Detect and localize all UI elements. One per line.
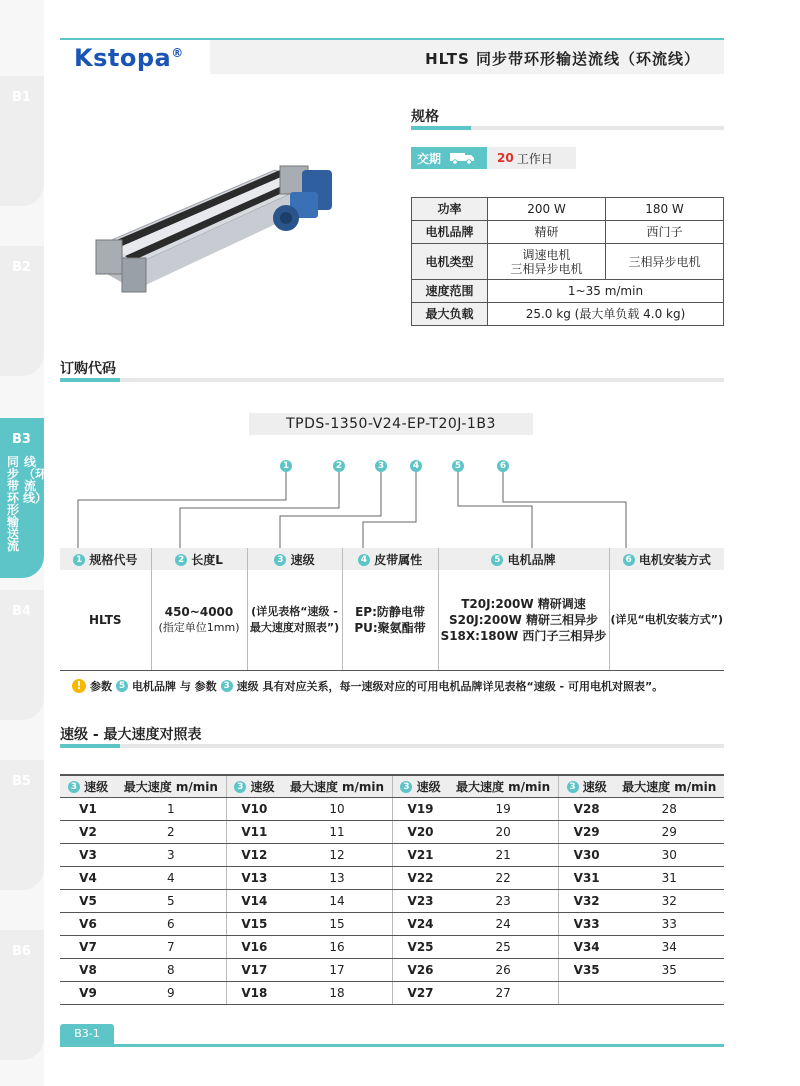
- order-header-label: 速级: [290, 552, 315, 567]
- side-tab-b1[interactable]: [0, 76, 44, 206]
- order-header-label: 规格代号: [89, 552, 138, 567]
- max-speed-header: 最大速度 m/min: [448, 775, 558, 797]
- speed-level-cell: V27: [392, 981, 448, 1004]
- spec-row-motor-brand: [412, 221, 724, 244]
- delivery-unit: 工作日: [516, 151, 553, 166]
- table-row: [60, 820, 724, 843]
- side-tab-label: B6: [12, 944, 31, 959]
- max-speed-cell: 33: [614, 912, 724, 935]
- spec-row-speed-range: [412, 280, 724, 303]
- belt-option: PU:聚氨酯带: [354, 620, 426, 635]
- side-tab-label: B4: [12, 604, 31, 619]
- spec-section-title: 规格: [411, 109, 439, 125]
- spec-value: 1~35 m/min: [488, 280, 724, 303]
- max-speed-cell: 29: [614, 820, 724, 843]
- registered-mark: ®: [171, 46, 184, 60]
- max-speed-cell: 3: [116, 843, 226, 866]
- speed-level-cell: V29: [558, 820, 614, 843]
- order-header-spec-code: [60, 548, 151, 570]
- side-tab-label: B5: [12, 774, 31, 789]
- speed-level-header: [60, 775, 116, 797]
- speed-level-header-label: 速级: [416, 779, 441, 794]
- speed-level-cell: V7: [60, 935, 116, 958]
- belt-option: EP:防静电带: [355, 604, 425, 619]
- side-tab-title: 同步带环形输送流: [6, 455, 19, 553]
- speed-level-cell: V17: [226, 958, 282, 981]
- motor-option: S20J:200W 精研三相异步: [448, 612, 599, 627]
- speed-level-cell: V14: [226, 889, 282, 912]
- speed-level-cell: V1: [60, 797, 116, 820]
- table-row: [60, 958, 724, 981]
- order-cell-spec-code: HLTS: [60, 570, 151, 670]
- speed-level-cell: V20: [392, 820, 448, 843]
- param-number-3: 3: [375, 460, 387, 472]
- side-tab-title-2: 线（环流线）: [23, 455, 48, 505]
- order-code-example: TPDS-1350-V24-EP-T20J-1B3: [249, 413, 533, 435]
- order-section-underline: [60, 378, 724, 382]
- speed-level-header-label: 速级: [250, 779, 275, 794]
- speed-level-cell: V4: [60, 866, 116, 889]
- speed-level-cell: V15: [226, 912, 282, 935]
- speed-level-cell: V10: [226, 797, 282, 820]
- max-speed-header: 最大速度 m/min: [116, 775, 226, 797]
- max-speed-cell: 20: [448, 820, 558, 843]
- speed-level-header: [558, 775, 614, 797]
- param-number-2: 2: [333, 460, 345, 472]
- speed-level-cell: V3: [60, 843, 116, 866]
- speed-level-cell: V35: [558, 958, 614, 981]
- order-cell-length: [151, 570, 247, 670]
- logo-text: Kstopa: [74, 44, 172, 72]
- order-cell-belt: [342, 570, 438, 670]
- order-header-belt: [342, 548, 438, 570]
- warning-icon: !: [72, 679, 86, 693]
- max-speed-cell: 24: [448, 912, 558, 935]
- max-speed-cell: 26: [448, 958, 558, 981]
- spec-table: [411, 197, 724, 326]
- speed-level-cell: V32: [558, 889, 614, 912]
- param-number-6: 6: [497, 460, 509, 472]
- param-number-1: 1: [280, 460, 292, 472]
- logo-box: [60, 40, 210, 74]
- code-connector-lines: [60, 472, 724, 548]
- max-speed-cell: 32: [614, 889, 724, 912]
- param-number: 5: [116, 680, 128, 692]
- spec-value-line: 三相异步电机: [510, 261, 583, 276]
- speed-level-cell: V28: [558, 797, 614, 820]
- max-speed-cell: 35: [614, 958, 724, 981]
- table-row: [60, 889, 724, 912]
- speed-level-cell: V30: [558, 843, 614, 866]
- side-tab-b2[interactable]: [0, 246, 44, 376]
- side-tab-label: B2: [12, 260, 31, 275]
- speed-level-header-label: 速级: [582, 779, 607, 794]
- spec-label: 电机品牌: [412, 221, 488, 244]
- max-speed-cell: 7: [116, 935, 226, 958]
- max-speed-cell: 19: [448, 797, 558, 820]
- speed-note-line: 最大速度对照表”): [249, 620, 340, 634]
- note-text: 电机品牌 与 参数: [132, 680, 217, 693]
- note-text: 速级 具有对应关系，每一速级对应的可用电机品牌详见表格“速级 - 可用电机对照表”。: [236, 680, 664, 693]
- side-tab-b6[interactable]: [0, 930, 44, 1060]
- truck-icon: [449, 151, 475, 165]
- spec-label: 最大负载: [412, 303, 488, 326]
- max-speed-header: 最大速度 m/min: [282, 775, 392, 797]
- spec-value: [488, 244, 606, 280]
- delivery-value-box: [487, 147, 576, 169]
- param-number: 4: [358, 554, 370, 566]
- param-number: 1: [73, 554, 85, 566]
- speed-level-cell: V22: [392, 866, 448, 889]
- max-speed-cell: 6: [116, 912, 226, 935]
- spec-label: 功率: [412, 198, 488, 221]
- speed-level-cell: V5: [60, 889, 116, 912]
- speed-level-cell: [558, 981, 614, 1004]
- param-number-5: 5: [452, 460, 464, 472]
- page-number: B3-1: [60, 1024, 114, 1044]
- max-speed-cell: 30: [614, 843, 724, 866]
- max-speed-cell: 15: [282, 912, 392, 935]
- max-speed-cell: 34: [614, 935, 724, 958]
- param-number: 3: [274, 554, 286, 566]
- table-row: [60, 981, 724, 1004]
- max-speed-cell: 18: [282, 981, 392, 1004]
- spec-row-max-load: [412, 303, 724, 326]
- spec-value: 180 W: [606, 198, 724, 221]
- speed-level-cell: V19: [392, 797, 448, 820]
- param-number-4: 4: [410, 460, 422, 472]
- speed-level-cell: V33: [558, 912, 614, 935]
- max-speed-cell: 31: [614, 866, 724, 889]
- order-header-speed-level: [247, 548, 342, 570]
- speed-level-cell: V2: [60, 820, 116, 843]
- max-speed-cell: 8: [116, 958, 226, 981]
- max-speed-cell: 13: [282, 866, 392, 889]
- speed-level-cell: V34: [558, 935, 614, 958]
- speed-level-cell: V31: [558, 866, 614, 889]
- speed-level-cell: V21: [392, 843, 448, 866]
- delivery-days: 20: [497, 151, 514, 165]
- speed-section-underline: [60, 744, 724, 748]
- speed-note-line: (详见表格“速级 -: [251, 604, 338, 618]
- order-section-title: 订购代码: [60, 361, 116, 377]
- spec-value: 精研: [488, 221, 606, 244]
- max-speed-cell: 27: [448, 981, 558, 1004]
- spec-value: 西门子: [606, 221, 724, 244]
- order-header-motor-brand: [438, 548, 609, 570]
- side-tab-label: B1: [12, 90, 31, 105]
- speed-section-title: 速级 - 最大速度对照表: [60, 727, 202, 743]
- spec-row-motor-type: [412, 244, 724, 280]
- spec-label: 速度范围: [412, 280, 488, 303]
- param-number: 3: [400, 781, 412, 793]
- max-speed-cell: 17: [282, 958, 392, 981]
- table-row: [60, 843, 724, 866]
- order-header-label: 电机安装方式: [638, 552, 711, 567]
- max-speed-cell: 10: [282, 797, 392, 820]
- max-speed-cell: 4: [116, 866, 226, 889]
- speed-level-header: [392, 775, 448, 797]
- param-number: 3: [68, 781, 80, 793]
- table-row: [60, 935, 724, 958]
- order-cell-speed-level: [247, 570, 342, 670]
- spec-row-power: [412, 198, 724, 221]
- length-unit-note: (指定单位1mm): [158, 620, 240, 634]
- max-speed-cell: 2: [116, 820, 226, 843]
- speed-level-cell: V26: [392, 958, 448, 981]
- delivery-label: 交期: [417, 151, 442, 166]
- max-speed-cell: 9: [116, 981, 226, 1004]
- order-header-label: 长度L: [191, 552, 223, 567]
- max-speed-cell: 16: [282, 935, 392, 958]
- order-header-label: 电机品牌: [507, 552, 556, 567]
- motor-option: T20J:200W 精研调速: [461, 596, 586, 611]
- brand-logo: [74, 44, 184, 72]
- order-header-length: [151, 548, 247, 570]
- order-code-table: [60, 548, 724, 671]
- param-number: 3: [567, 781, 579, 793]
- motor-option: S18X:180W 西门子三相异步: [440, 628, 607, 643]
- spec-value: 25.0 kg (最大单负载 4.0 kg): [488, 303, 724, 326]
- speed-level-header: [226, 775, 282, 797]
- order-header-label: 皮带属性: [374, 552, 423, 567]
- side-tab-b5[interactable]: [0, 760, 44, 890]
- order-note: [72, 678, 663, 694]
- speed-level-cell: V8: [60, 958, 116, 981]
- speed-level-cell: V25: [392, 935, 448, 958]
- max-speed-cell: 28: [614, 797, 724, 820]
- speed-level-cell: V16: [226, 935, 282, 958]
- max-speed-header: 最大速度 m/min: [614, 775, 724, 797]
- speed-table: [60, 774, 724, 1005]
- speed-level-cell: V9: [60, 981, 116, 1004]
- length-range: 450~4000: [164, 604, 234, 619]
- spec-value-line: 调速电机: [522, 247, 571, 262]
- speed-level-cell: V12: [226, 843, 282, 866]
- delivery-badge: [411, 147, 576, 169]
- max-speed-cell: 14: [282, 889, 392, 912]
- max-speed-cell: 22: [448, 866, 558, 889]
- table-row: [60, 912, 724, 935]
- product-image: [90, 140, 340, 310]
- side-tab-label: B3: [12, 432, 31, 447]
- spec-value: 三相异步电机: [606, 244, 724, 280]
- table-row: [60, 797, 724, 820]
- footer-line: [60, 1044, 724, 1047]
- table-row: [60, 866, 724, 889]
- side-tab-b3[interactable]: [0, 418, 48, 578]
- param-number: 2: [175, 554, 187, 566]
- speed-level-cell: V23: [392, 889, 448, 912]
- note-text: 参数: [90, 680, 112, 693]
- param-number: 6: [623, 554, 635, 566]
- delivery-label-box: [411, 147, 487, 169]
- side-tab-b4[interactable]: [0, 590, 44, 720]
- param-number: 3: [221, 680, 233, 692]
- spec-section-underline: [411, 126, 724, 130]
- max-speed-cell: 21: [448, 843, 558, 866]
- page-header: [60, 38, 724, 74]
- page-title: HLTS 同步带环形输送流线（环流线）: [425, 50, 700, 68]
- speed-level-cell: V6: [60, 912, 116, 935]
- max-speed-cell: 5: [116, 889, 226, 912]
- spec-label: 电机类型: [412, 244, 488, 280]
- max-speed-cell: 12: [282, 843, 392, 866]
- order-header-motor-mount: [609, 548, 724, 570]
- speed-level-cell: V24: [392, 912, 448, 935]
- max-speed-cell: 1: [116, 797, 226, 820]
- spec-value: 200 W: [488, 198, 606, 221]
- param-number: 3: [234, 781, 246, 793]
- param-number: 5: [491, 554, 503, 566]
- max-speed-cell: 25: [448, 935, 558, 958]
- speed-level-cell: V18: [226, 981, 282, 1004]
- order-cell-motor-mount: (详见“电机安装方式”): [609, 570, 724, 670]
- speed-level-header-label: 速级: [84, 779, 109, 794]
- max-speed-cell: [614, 981, 724, 1004]
- max-speed-cell: 11: [282, 820, 392, 843]
- speed-level-cell: V13: [226, 866, 282, 889]
- order-cell-motor-brand: [438, 570, 609, 670]
- speed-level-cell: V11: [226, 820, 282, 843]
- max-speed-cell: 23: [448, 889, 558, 912]
